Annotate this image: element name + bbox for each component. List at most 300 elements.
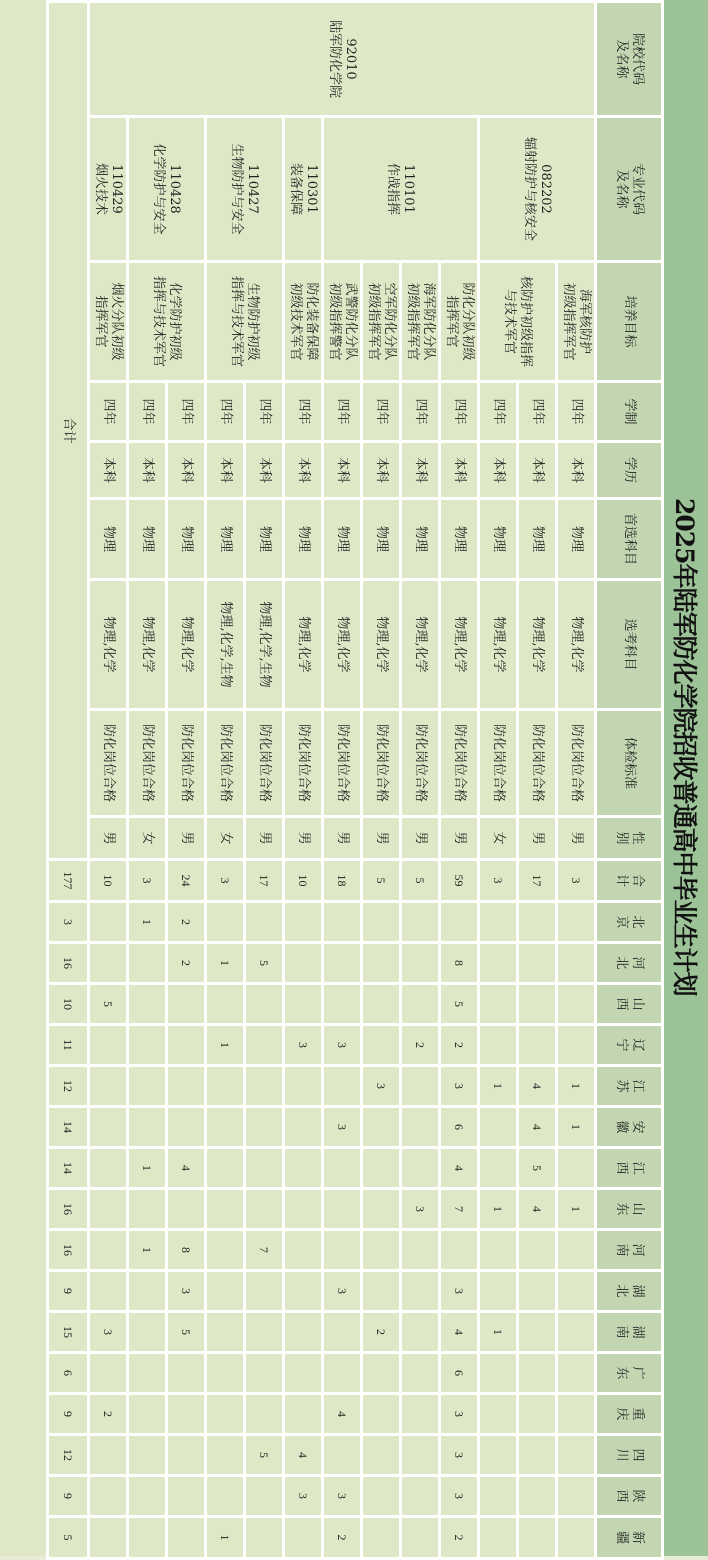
province-quota-cell <box>245 1476 284 1517</box>
gender-cell: 男 <box>518 817 557 860</box>
header-province: 辽 宁 <box>596 1025 663 1066</box>
first-subject-cell: 物理 <box>440 499 479 580</box>
province-quota-cell <box>518 1271 557 1312</box>
second-subject-cell: 物理,化学 <box>401 580 440 710</box>
table-row <box>557 2 596 1559</box>
gender-cell: 男 <box>323 817 362 860</box>
province-quota-cell <box>362 984 401 1025</box>
province-quota-cell <box>89 1189 128 1230</box>
province-quota-cell <box>245 1394 284 1435</box>
province-quota-cell: 2 <box>440 1025 479 1066</box>
table-row <box>284 2 323 1559</box>
province-quota-cell: 1 <box>557 1107 596 1148</box>
province-quota-cell <box>557 1312 596 1353</box>
province-quota-cell: 3 <box>323 1107 362 1148</box>
province-quota-cell <box>206 1107 245 1148</box>
province-quota-cell <box>245 1353 284 1394</box>
province-quota-cell <box>89 1066 128 1107</box>
degree-cell: 本科 <box>245 442 284 499</box>
province-quota-cell: 3 <box>284 1025 323 1066</box>
physical-standard-cell: 防化岗位合格 <box>206 710 245 817</box>
header-province: 陕 西 <box>596 1476 663 1517</box>
province-quota-cell <box>284 1189 323 1230</box>
goal-cell: 生物防护初级 指挥与技术军官 <box>206 262 284 382</box>
province-quota-cell <box>323 943 362 984</box>
province-total-cell: 5 <box>48 1517 89 1559</box>
grand-total-cell: 177 <box>48 860 89 902</box>
first-subject-cell: 物理 <box>89 499 128 580</box>
physical-standard-cell: 防化岗位合格 <box>440 710 479 817</box>
province-quota-cell <box>167 1517 206 1559</box>
province-quota-cell <box>323 1353 362 1394</box>
province-quota-cell <box>518 902 557 943</box>
physical-standard-cell: 防化岗位合格 <box>167 710 206 817</box>
province-quota-cell <box>401 1148 440 1189</box>
school-cell: 92010 陆军防化学院 <box>89 2 596 117</box>
row-total-cell: 3 <box>206 860 245 902</box>
row-total-cell: 3 <box>128 860 167 902</box>
province-quota-cell <box>401 902 440 943</box>
second-subject-cell: 物理,化学 <box>440 580 479 710</box>
second-subject-cell: 物理,化学 <box>167 580 206 710</box>
province-quota-cell <box>440 1230 479 1271</box>
province-quota-cell <box>128 943 167 984</box>
gender-cell: 男 <box>362 817 401 860</box>
goal-cell: 烟火分队初级 指挥军官 <box>89 262 128 382</box>
duration-cell: 四年 <box>206 382 245 442</box>
first-subject-cell: 物理 <box>557 499 596 580</box>
duration-cell: 四年 <box>401 382 440 442</box>
header-province: 河 南 <box>596 1230 663 1271</box>
province-quota-cell <box>323 1435 362 1476</box>
province-quota-cell <box>167 1189 206 1230</box>
province-quota-cell: 3 <box>89 1312 128 1353</box>
province-quota-cell: 3 <box>440 1066 479 1107</box>
gender-cell: 女 <box>206 817 245 860</box>
header-province: 江 西 <box>596 1148 663 1189</box>
second-subject-cell: 物理,化学 <box>518 580 557 710</box>
province-quota-cell <box>167 1476 206 1517</box>
province-quota-cell <box>89 902 128 943</box>
province-quota-cell <box>518 1394 557 1435</box>
second-subject-cell: 物理,化学 <box>362 580 401 710</box>
province-quota-cell <box>206 902 245 943</box>
physical-standard-cell: 防化岗位合格 <box>362 710 401 817</box>
province-quota-cell <box>323 1066 362 1107</box>
second-subject-cell: 物理,化学 <box>479 580 518 710</box>
major-cell: 110429 烟火技术 <box>89 117 128 262</box>
province-total-cell: 16 <box>48 1189 89 1230</box>
second-subject-cell: 物理,化学 <box>128 580 167 710</box>
duration-cell: 四年 <box>479 382 518 442</box>
enrollment-plan-table <box>46 0 664 1560</box>
province-quota-cell <box>362 902 401 943</box>
row-total-cell: 3 <box>557 860 596 902</box>
gender-cell: 女 <box>128 817 167 860</box>
province-quota-cell <box>128 1435 167 1476</box>
province-total-cell: 3 <box>48 902 89 943</box>
header-province: 新 疆 <box>596 1517 663 1559</box>
total-row <box>48 2 89 1559</box>
province-quota-cell <box>245 984 284 1025</box>
goal-cell: 防化装备保障 初级技术军官 <box>284 262 323 382</box>
province-quota-cell: 5 <box>245 943 284 984</box>
province-quota-cell <box>557 984 596 1025</box>
header-province: 湖 南 <box>596 1312 663 1353</box>
province-quota-cell <box>89 1476 128 1517</box>
province-quota-cell <box>401 1230 440 1271</box>
province-quota-cell <box>401 943 440 984</box>
province-quota-cell <box>245 1107 284 1148</box>
province-total-cell: 15 <box>48 1312 89 1353</box>
province-quota-cell <box>89 1517 128 1559</box>
header-province: 重 庆 <box>596 1394 663 1435</box>
goal-cell: 海军核防护 初级指挥军官 <box>557 262 596 382</box>
province-quota-cell: 3 <box>323 1271 362 1312</box>
province-quota-cell <box>206 1476 245 1517</box>
province-quota-cell <box>128 1271 167 1312</box>
province-quota-cell <box>557 1517 596 1559</box>
first-subject-cell: 物理 <box>245 499 284 580</box>
duration-cell: 四年 <box>557 382 596 442</box>
province-quota-cell <box>167 1353 206 1394</box>
province-quota-cell <box>401 1107 440 1148</box>
province-quota-cell <box>518 1517 557 1559</box>
province-quota-cell <box>284 1230 323 1271</box>
gender-cell: 男 <box>167 817 206 860</box>
province-quota-cell: 8 <box>167 1230 206 1271</box>
goal-cell: 海军防化分队 初级指挥军官 <box>401 262 440 382</box>
province-quota-cell: 6 <box>440 1107 479 1148</box>
province-quota-cell <box>245 1066 284 1107</box>
province-quota-cell: 1 <box>128 902 167 943</box>
province-quota-cell: 4 <box>518 1107 557 1148</box>
province-quota-cell <box>518 943 557 984</box>
province-quota-cell <box>323 1148 362 1189</box>
duration-cell: 四年 <box>167 382 206 442</box>
gender-cell: 男 <box>89 817 128 860</box>
province-quota-cell <box>362 1025 401 1066</box>
province-quota-cell <box>206 1148 245 1189</box>
province-quota-cell <box>245 1517 284 1559</box>
province-quota-cell <box>89 943 128 984</box>
province-quota-cell <box>167 1025 206 1066</box>
row-total-cell: 5 <box>401 860 440 902</box>
table-body <box>48 2 596 1559</box>
province-quota-cell: 6 <box>440 1353 479 1394</box>
province-quota-cell <box>479 1394 518 1435</box>
physical-standard-cell: 防化岗位合格 <box>401 710 440 817</box>
province-quota-cell: 2 <box>323 1517 362 1559</box>
first-subject-cell: 物理 <box>206 499 245 580</box>
first-subject-cell: 物理 <box>167 499 206 580</box>
header-total: 合 计 <box>596 860 663 902</box>
province-quota-cell <box>362 1107 401 1148</box>
province-quota-cell <box>206 1271 245 1312</box>
gender-cell: 男 <box>284 817 323 860</box>
province-quota-cell <box>401 1394 440 1435</box>
province-quota-cell <box>128 984 167 1025</box>
degree-cell: 本科 <box>167 442 206 499</box>
province-quota-cell <box>362 1353 401 1394</box>
province-quota-cell: 4 <box>284 1435 323 1476</box>
province-quota-cell <box>362 943 401 984</box>
province-quota-cell: 3 <box>323 1025 362 1066</box>
province-quota-cell <box>323 984 362 1025</box>
province-quota-cell: 4 <box>167 1148 206 1189</box>
province-quota-cell <box>557 1476 596 1517</box>
degree-cell: 本科 <box>557 442 596 499</box>
major-cell: 082202 辐射防护与核安全 <box>479 117 596 262</box>
province-quota-cell <box>89 1230 128 1271</box>
province-quota-cell <box>362 1435 401 1476</box>
row-total-cell: 3 <box>479 860 518 902</box>
degree-cell: 本科 <box>401 442 440 499</box>
second-subject-cell: 物理,化学 <box>557 580 596 710</box>
duration-cell: 四年 <box>518 382 557 442</box>
province-quota-cell <box>479 1271 518 1312</box>
goal-cell: 武警防化分队 初级指挥警官 <box>323 262 362 382</box>
province-quota-cell: 2 <box>167 902 206 943</box>
province-quota-cell <box>518 1025 557 1066</box>
province-quota-cell <box>89 1025 128 1066</box>
province-total-cell: 9 <box>48 1476 89 1517</box>
duration-cell: 四年 <box>89 382 128 442</box>
province-quota-cell <box>323 902 362 943</box>
province-quota-cell <box>518 1353 557 1394</box>
province-quota-cell <box>128 1025 167 1066</box>
row-total-cell: 24 <box>167 860 206 902</box>
province-total-cell: 9 <box>48 1394 89 1435</box>
province-quota-cell: 4 <box>323 1394 362 1435</box>
province-quota-cell <box>206 1066 245 1107</box>
province-quota-cell: 1 <box>557 1066 596 1107</box>
province-quota-cell: 4 <box>440 1312 479 1353</box>
province-quota-cell: 3 <box>440 1435 479 1476</box>
province-quota-cell <box>479 984 518 1025</box>
total-label: 合计 <box>48 2 89 860</box>
province-quota-cell <box>518 1435 557 1476</box>
degree-cell: 本科 <box>89 442 128 499</box>
province-quota-cell: 1 <box>479 1312 518 1353</box>
physical-standard-cell: 防化岗位合格 <box>479 710 518 817</box>
page-title: 2025年陆军防化学院招收普通高中毕业生计划 <box>670 498 699 996</box>
province-quota-cell <box>479 1435 518 1476</box>
province-quota-cell <box>128 1353 167 1394</box>
header-duration: 学制 <box>596 382 663 442</box>
province-quota-cell <box>362 1230 401 1271</box>
first-subject-cell: 物理 <box>362 499 401 580</box>
province-quota-cell <box>245 1025 284 1066</box>
province-quota-cell <box>479 902 518 943</box>
degree-cell: 本科 <box>284 442 323 499</box>
province-quota-cell <box>518 984 557 1025</box>
second-subject-cell: 物理,化学 <box>284 580 323 710</box>
header-goal: 培养目标 <box>596 262 663 382</box>
table-row <box>245 2 284 1559</box>
province-quota-cell <box>440 902 479 943</box>
row-total-cell: 17 <box>245 860 284 902</box>
province-quota-cell <box>89 1107 128 1148</box>
gender-cell: 女 <box>479 817 518 860</box>
province-total-cell: 11 <box>48 1025 89 1066</box>
province-total-cell: 14 <box>48 1107 89 1148</box>
province-total-cell: 12 <box>48 1435 89 1476</box>
header-province: 河 北 <box>596 943 663 984</box>
province-quota-cell: 7 <box>440 1189 479 1230</box>
second-subject-cell: 物理,化学,生物 <box>245 580 284 710</box>
province-quota-cell <box>206 1312 245 1353</box>
first-subject-cell: 物理 <box>479 499 518 580</box>
row-total-cell: 17 <box>518 860 557 902</box>
duration-cell: 四年 <box>128 382 167 442</box>
province-quota-cell <box>284 902 323 943</box>
province-quota-cell: 2 <box>89 1394 128 1435</box>
province-quota-cell: 5 <box>89 984 128 1025</box>
province-quota-cell: 3 <box>440 1476 479 1517</box>
province-quota-cell <box>557 1394 596 1435</box>
header-second-subject: 选考科目 <box>596 580 663 710</box>
province-quota-cell <box>479 943 518 984</box>
province-quota-cell: 1 <box>128 1148 167 1189</box>
province-total-cell: 6 <box>48 1353 89 1394</box>
province-quota-cell: 3 <box>362 1066 401 1107</box>
province-total-cell: 9 <box>48 1271 89 1312</box>
province-quota-cell <box>557 1353 596 1394</box>
province-quota-cell: 3 <box>284 1476 323 1517</box>
province-quota-cell <box>206 1189 245 1230</box>
province-quota-cell <box>362 1476 401 1517</box>
province-quota-cell: 2 <box>167 943 206 984</box>
second-subject-cell: 物理,化学 <box>89 580 128 710</box>
goal-cell: 空军防化分队 初级指挥军官 <box>362 262 401 382</box>
gender-cell: 男 <box>401 817 440 860</box>
first-subject-cell: 物理 <box>323 499 362 580</box>
province-quota-cell <box>128 1394 167 1435</box>
province-quota-cell: 2 <box>440 1517 479 1559</box>
province-quota-cell <box>323 1230 362 1271</box>
province-quota-cell: 1 <box>206 943 245 984</box>
province-quota-cell: 3 <box>440 1271 479 1312</box>
province-quota-cell: 1 <box>128 1230 167 1271</box>
header-major: 专业代码 及名称 <box>596 117 663 262</box>
header-school: 院校代码 及名称 <box>596 2 663 117</box>
first-subject-cell: 物理 <box>128 499 167 580</box>
row-total-cell: 10 <box>89 860 128 902</box>
major-cell: 110301 装备保障 <box>284 117 323 262</box>
province-total-cell: 12 <box>48 1066 89 1107</box>
province-quota-cell <box>206 984 245 1025</box>
province-quota-cell: 4 <box>518 1066 557 1107</box>
header-first-subject: 首选科目 <box>596 499 663 580</box>
province-quota-cell: 5 <box>440 984 479 1025</box>
province-quota-cell <box>167 1066 206 1107</box>
province-quota-cell <box>206 1353 245 1394</box>
province-quota-cell: 2 <box>362 1312 401 1353</box>
province-quota-cell: 1 <box>479 1066 518 1107</box>
province-quota-cell <box>518 1230 557 1271</box>
header-gender: 性 别 <box>596 817 663 860</box>
row-total-cell: 5 <box>362 860 401 902</box>
province-quota-cell: 1 <box>206 1025 245 1066</box>
province-quota-cell: 3 <box>167 1271 206 1312</box>
degree-cell: 本科 <box>206 442 245 499</box>
province-quota-cell <box>401 1271 440 1312</box>
province-quota-cell <box>518 1312 557 1353</box>
duration-cell: 四年 <box>323 382 362 442</box>
degree-cell: 本科 <box>518 442 557 499</box>
province-quota-cell: 5 <box>518 1148 557 1189</box>
row-total-cell: 59 <box>440 860 479 902</box>
goal-cell: 核防护初级指挥 与技术军官 <box>479 262 557 382</box>
table-row <box>89 2 128 1559</box>
goal-cell: 防化分队初级 指挥军官 <box>440 262 479 382</box>
physical-standard-cell: 防化岗位合格 <box>245 710 284 817</box>
province-quota-cell <box>362 1517 401 1559</box>
province-quota-cell: 5 <box>167 1312 206 1353</box>
province-quota-cell: 4 <box>440 1148 479 1189</box>
header-degree: 学历 <box>596 442 663 499</box>
province-quota-cell: 1 <box>206 1517 245 1559</box>
gender-cell: 男 <box>245 817 284 860</box>
province-quota-cell <box>557 943 596 984</box>
duration-cell: 四年 <box>362 382 401 442</box>
province-quota-cell <box>557 1025 596 1066</box>
header-physical: 体检标准 <box>596 710 663 817</box>
province-quota-cell <box>479 1353 518 1394</box>
province-quota-cell: 5 <box>245 1435 284 1476</box>
header-row <box>596 2 663 1559</box>
major-cell: 110427 生物防护与安全 <box>206 117 284 262</box>
province-quota-cell <box>245 1271 284 1312</box>
degree-cell: 本科 <box>440 442 479 499</box>
province-quota-cell <box>206 1394 245 1435</box>
province-quota-cell <box>128 1189 167 1230</box>
major-cell: 110101 作战指挥 <box>323 117 479 262</box>
second-subject-cell: 物理,化学,生物 <box>206 580 245 710</box>
header-province: 山 西 <box>596 984 663 1025</box>
province-quota-cell <box>284 1517 323 1559</box>
province-quota-cell <box>557 1271 596 1312</box>
province-quota-cell: 4 <box>518 1189 557 1230</box>
province-quota-cell <box>284 1066 323 1107</box>
province-quota-cell <box>518 1476 557 1517</box>
province-quota-cell <box>362 1189 401 1230</box>
physical-standard-cell: 防化岗位合格 <box>323 710 362 817</box>
province-quota-cell: 1 <box>479 1189 518 1230</box>
province-quota-cell <box>401 984 440 1025</box>
second-subject-cell: 物理,化学 <box>323 580 362 710</box>
province-quota-cell <box>479 1107 518 1148</box>
major-cell: 110428 化学防护与安全 <box>128 117 206 262</box>
physical-standard-cell: 防化岗位合格 <box>557 710 596 817</box>
province-quota-cell <box>128 1517 167 1559</box>
province-quota-cell <box>284 1312 323 1353</box>
province-quota-cell <box>557 1148 596 1189</box>
province-quota-cell <box>557 1435 596 1476</box>
physical-standard-cell: 防化岗位合格 <box>518 710 557 817</box>
province-quota-cell <box>284 1353 323 1394</box>
table-row <box>440 2 479 1559</box>
province-quota-cell <box>479 1517 518 1559</box>
province-quota-cell <box>362 1148 401 1189</box>
duration-cell: 四年 <box>284 382 323 442</box>
degree-cell: 本科 <box>479 442 518 499</box>
header-province: 江 苏 <box>596 1066 663 1107</box>
province-total-cell: 10 <box>48 984 89 1025</box>
physical-standard-cell: 防化岗位合格 <box>284 710 323 817</box>
table-row <box>167 2 206 1559</box>
